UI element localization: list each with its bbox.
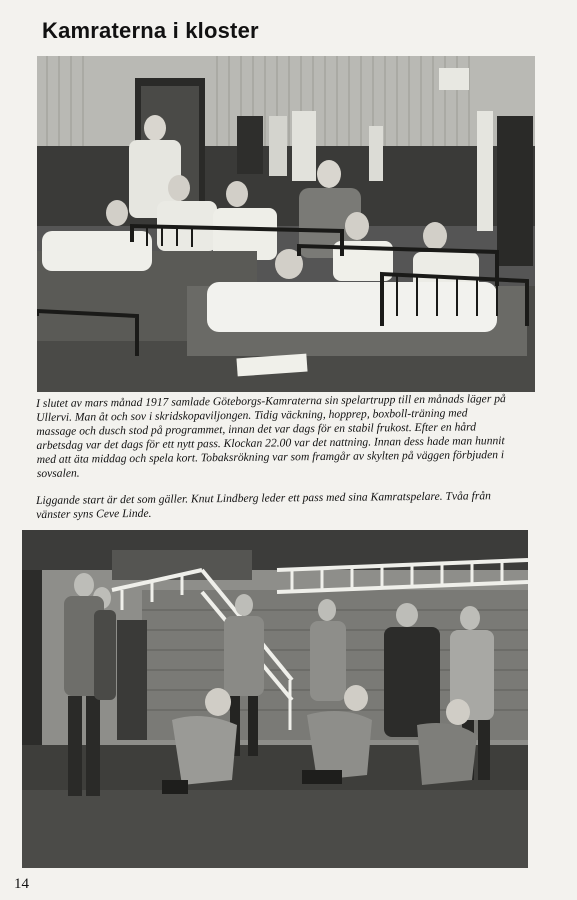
dormitory-photo xyxy=(37,56,535,392)
photo-top-caption: I slutet av mars månad 1917 samlade Göteborgs-Kamraterna sin spelartrupp till en månads läger på Ullervi. Man åt och sov i skridskopaviljongen. Tidig väckning, hopprep, boxboll-träning med massage och dusch stod på programmet, innan det var dags för en stabil frukost. Efter en hård arbetsdag var det dags för ett nytt pass. Klockan 22.00 var det nattning. Innan dess hade man hunnit med att äta middag och spela kort. Tobaksrökning var som framgår av skylten på väggen förbjuden i sovsalen. xyxy=(36,392,506,480)
training-photo xyxy=(22,530,528,868)
page-number: 14 xyxy=(14,876,29,892)
photo-bottom-caption: Liggande start är det som gäller. Knut Lindberg leder ett pass med sina Kamratspelare. Tvåa från vänster syns Ceve Linde. xyxy=(36,489,491,521)
page-title: Kamraterna i kloster xyxy=(42,18,259,43)
